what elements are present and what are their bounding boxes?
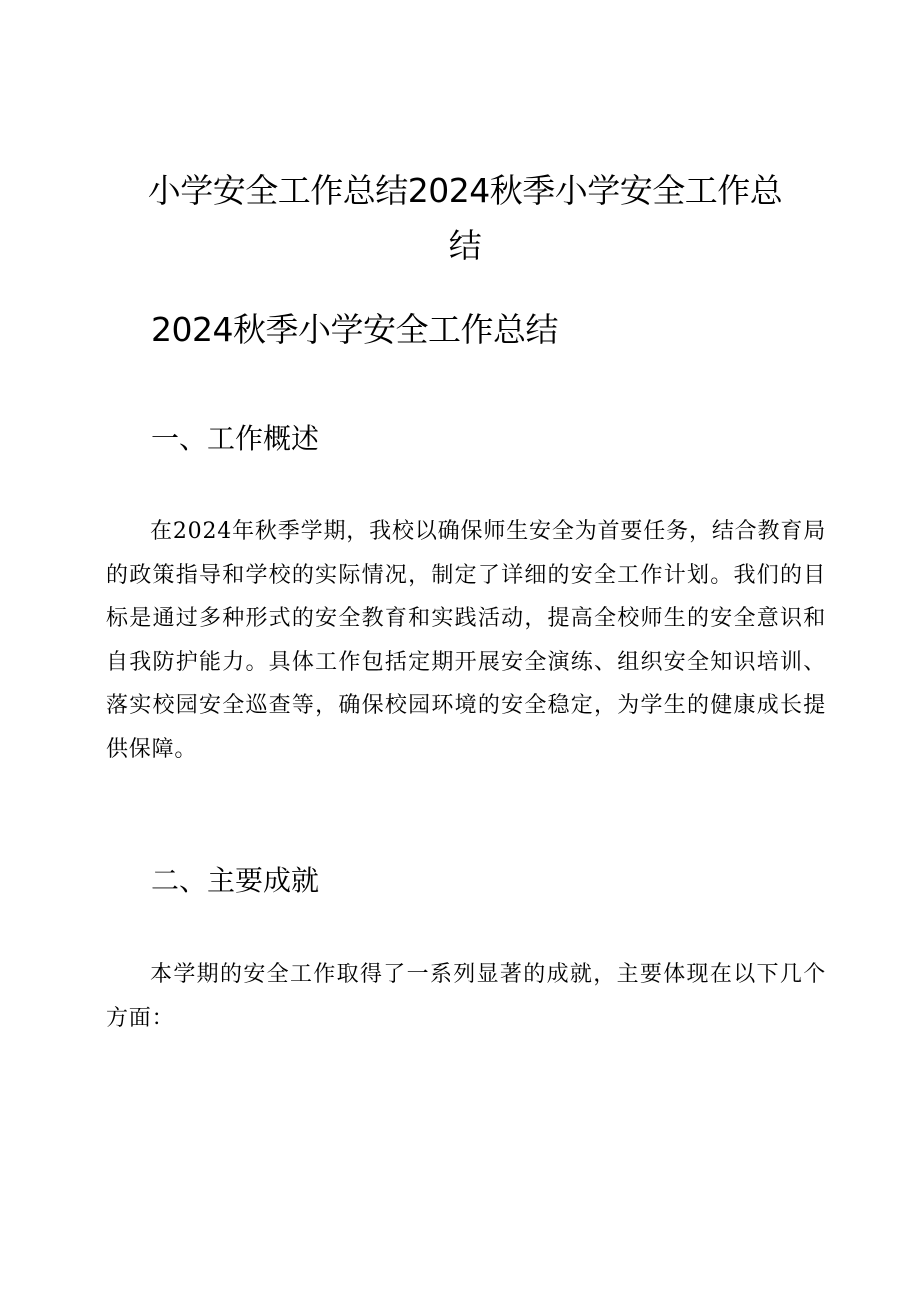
section-paragraph-overview: 在2024年秋季学期，我校以确保师生安全为首要任务，结合教育局的政策指导和学校的实际情况，制定了详细的安全工作计划。我们的目标是通过多种形式的安全教育和实践活动，提高全校师生的安全意识和自我防护能力。具体工作包括定期开展安全演练、组织安全知识培训、落实校园安全巡查等，确保校园环境的安全稳定，为学生的健康成长提供保障。 xyxy=(106,519,826,762)
document-subtitle: 2024秋季小学安全工作总结 xyxy=(151,310,558,349)
document-title: 小学安全工作总结2024秋季小学安全工作总结 xyxy=(147,171,783,265)
section-paragraph-achievements: 本学期的安全工作取得了一系列显著的成就，主要体现在以下几个方面： xyxy=(106,962,826,1031)
section-heading-achievements: 二、主要成就 xyxy=(151,864,320,897)
section-heading-overview: 一、工作概述 xyxy=(151,422,320,455)
